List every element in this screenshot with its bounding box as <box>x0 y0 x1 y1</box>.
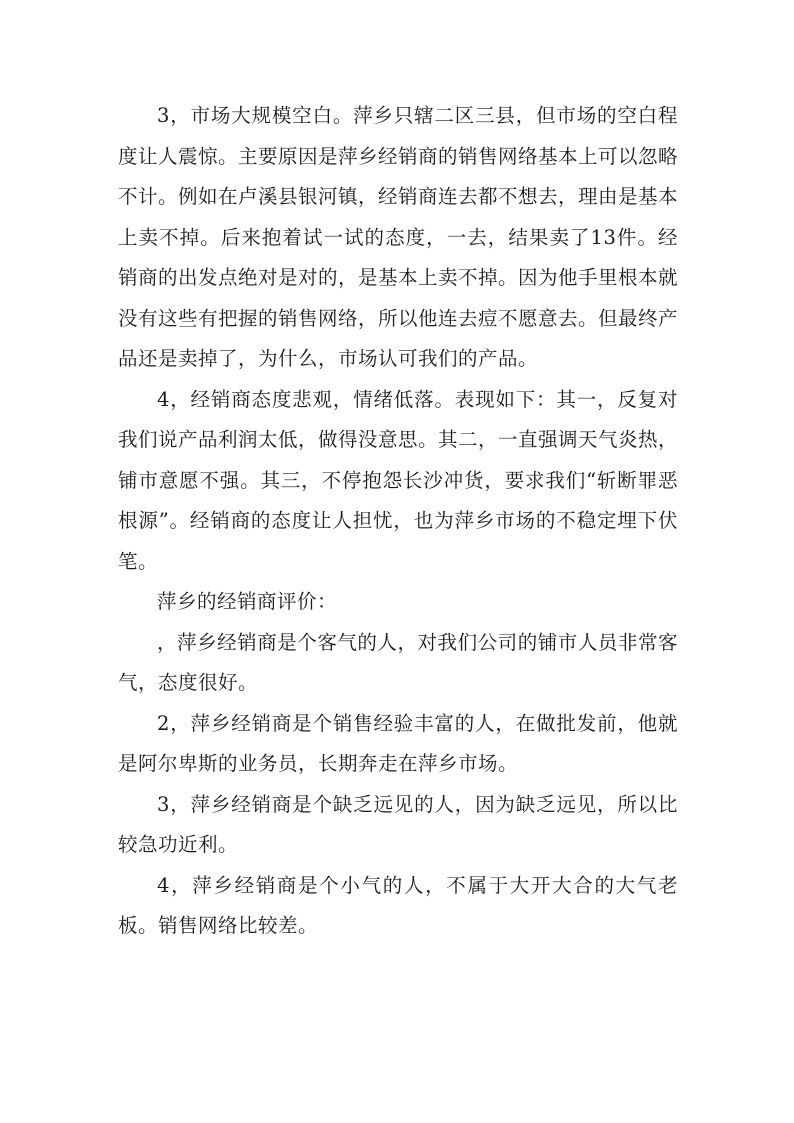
paragraph-evaluation-heading: 萍乡的经销商评价： <box>157 590 338 613</box>
paragraph-evaluation-4: 4，萍乡经销商是个小气的人，不属于大开大合的大气老板。销售网络比较差。 <box>118 873 678 937</box>
paragraph-evaluation-2: 2，萍乡经销商是个销售经验丰富的人，在做批发前，他就是阿尔卑斯的业务员，长期奔走在萍乡市场。 <box>118 711 678 775</box>
paragraph-market-blank: 3，市场大规模空白。萍乡只辖二区三县，但市场的空白程度让人震惊。主要原因是萍乡经销商的销售网络基本上可以忽略不计。例如在卢溪县银河镇，经销商连去都不想去，理由是基本上卖不掉。后来抱着试一试的态度，一去，结果卖了13件。经销商的出发点绝对是对的，是基本上卖不掉。因为他手里根本就没有这些有把握的销售网络，所以他连去痘不愿意去。但最终产品还是卖掉了，为什么，市场认可我们的产品。 <box>118 104 679 370</box>
paragraph-dealer-attitude: 4，经销商态度悲观，情绪低落。表现如下：其一，反复对我们说产品利润太低，做得没意思。其二，一直强调天气炎热，铺市意愿不强。其三，不停抱怨长沙冲货，要求我们“斩断罪恶根源”。经销商的态度让人担忧，也为萍乡市场的不稳定埋下伏笔。 <box>118 387 679 573</box>
paragraph-evaluation-1: ，萍乡经销商是个客气的人，对我们公司的铺市人员非常客气，态度很好。 <box>118 630 678 694</box>
body-text <box>118 96 678 947</box>
paragraph-evaluation-3: 3，萍乡经销商是个缺乏远见的人，因为缺乏远见，所以比较急功近利。 <box>118 792 678 856</box>
